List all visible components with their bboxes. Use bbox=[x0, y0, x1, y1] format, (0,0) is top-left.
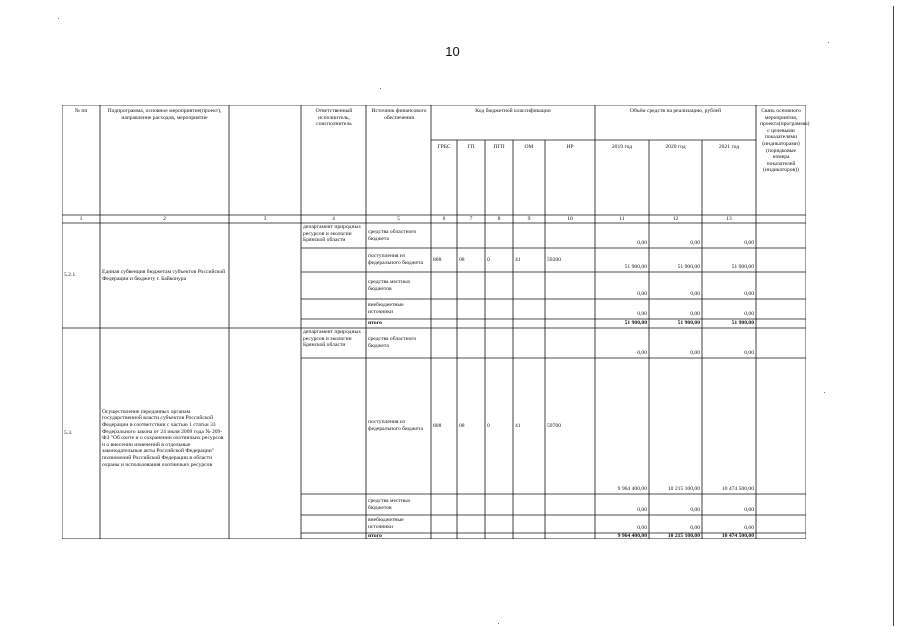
code-gp: 08 bbox=[459, 422, 465, 429]
header-budget-code: Код бюджетной классификации bbox=[475, 108, 551, 114]
page-number: 10 bbox=[445, 44, 460, 59]
header-index-12: 13 bbox=[726, 215, 732, 222]
amount-cell: 0,00 bbox=[637, 291, 647, 298]
source-label: средства областного бюджета bbox=[368, 336, 417, 349]
total-amount: 9 964 400,00 bbox=[617, 532, 647, 539]
header-source: Источник финансового обеспечения bbox=[371, 108, 427, 121]
budget-table bbox=[62, 105, 810, 539]
code-om: 41 bbox=[515, 422, 521, 429]
amount-cell: 0,00 bbox=[690, 240, 700, 247]
row-name: Единая субвенция бюджетам субъектов Российской Федерации и бюджету г. Байконура bbox=[102, 268, 226, 282]
total-label: итого bbox=[368, 320, 382, 327]
code-nr: 59200 bbox=[547, 256, 561, 263]
amount-cell: 0,00 bbox=[690, 525, 700, 532]
header-index-0: 1 bbox=[79, 215, 83, 222]
code-pgp: 0 bbox=[487, 256, 490, 263]
amount-cell: 0,00 bbox=[744, 311, 754, 318]
header-responsible: Ответственный исполнитель, соисполнитель bbox=[315, 108, 353, 128]
amount-cell: 0,00 bbox=[637, 240, 647, 247]
code-pgp: 0 bbox=[487, 422, 490, 429]
source-label: средства местных бюджетов bbox=[368, 278, 411, 292]
scan-speck bbox=[58, 18, 59, 19]
source-label: средства местных бюджетов bbox=[368, 497, 411, 511]
amount-cell: 0,00 bbox=[690, 291, 700, 298]
row-name: Осуществление переданных органам государственной власти субъектов Российской Федерации в соответствии с частью 1 статьи 33 Федерального закона от 24 июля 2009 года № 209-ФЗ "Об охоте и о сохранении охотничьих ресурсов и о внесении изменений в отдельные законодательные акты Российской Федерации" полномочий Российской Федерации в области охраны и использования охотничьих ресурсов bbox=[102, 408, 224, 468]
header-code-4: НР bbox=[566, 144, 574, 150]
header-index-9: 10 bbox=[567, 215, 573, 222]
amount-cell: 10 474 500,00 bbox=[721, 486, 754, 493]
row-num: 5.3. bbox=[64, 430, 73, 437]
row-responsible: департамент природных ресурсов и экологии Брянской области bbox=[303, 224, 361, 244]
header-index-3: 4 bbox=[332, 215, 335, 222]
total-label: итого bbox=[368, 532, 382, 539]
amount-cell: 0,00 bbox=[690, 350, 700, 357]
header-volume: Объём средств на реализацию, рублей bbox=[629, 108, 722, 114]
header-index-4: 5 bbox=[397, 215, 400, 222]
code-nr: 59700 bbox=[547, 422, 561, 429]
header-year-0: 2019 год bbox=[611, 144, 633, 150]
scan-speck bbox=[380, 88, 381, 89]
header-index-2: 3 bbox=[263, 215, 267, 222]
code-gp: 08 bbox=[459, 256, 465, 263]
header-code-3: ОМ bbox=[524, 144, 534, 150]
header-index-6: 7 bbox=[469, 215, 473, 222]
scan-speck bbox=[498, 623, 499, 624]
total-amount: 51 900,00 bbox=[677, 320, 700, 327]
amount-cell: 0,00 bbox=[690, 311, 700, 318]
total-amount: 51 900,00 bbox=[731, 320, 754, 327]
source-label: внебюджетные источники bbox=[368, 517, 404, 530]
amount-cell: 0,00 bbox=[744, 350, 754, 357]
amount-cell: 0,00 bbox=[744, 525, 754, 532]
amount-cell: 0,00 bbox=[637, 311, 647, 318]
amount-cell: 51 900,00 bbox=[677, 264, 700, 271]
amount-cell: 0,00 bbox=[690, 507, 700, 514]
source-label: поступления из федерального бюджета bbox=[368, 419, 424, 432]
header-index-11: 12 bbox=[672, 215, 679, 222]
amount-cell: 51 900,00 bbox=[624, 264, 647, 271]
header-index-5: 6 bbox=[442, 215, 446, 222]
scan-edge bbox=[893, 6, 894, 626]
amount-cell: 0,00 bbox=[637, 525, 647, 532]
header-num: № пп bbox=[74, 108, 88, 114]
total-amount: 10 474 500,00 bbox=[721, 532, 754, 539]
amount-cell: 0,00 bbox=[637, 507, 647, 514]
code-grbs: 808 bbox=[433, 422, 442, 429]
header-year-2: 2021 год bbox=[718, 144, 740, 150]
header-indicator-link: Связь основного мероприятия, проекта(программы) с целевыми показателями (индикаторами) (порядковые номера показателей (индикаторов)) bbox=[760, 108, 810, 174]
source-label: поступления из федерального бюджета bbox=[368, 253, 424, 266]
total-amount: 10 215 100,00 bbox=[667, 532, 700, 539]
header-code-0: ГРБС bbox=[437, 144, 451, 150]
row-responsible: департамент природных ресурсов и экологии Брянской области bbox=[303, 329, 361, 349]
code-om: 41 bbox=[515, 256, 521, 263]
amount-cell: 0,00 bbox=[744, 240, 754, 247]
amount-cell: 0,00 bbox=[744, 507, 754, 514]
amount-cell: 9 964 400,00 bbox=[617, 486, 647, 493]
scan-speck bbox=[828, 42, 829, 43]
amount-cell: 0,00 bbox=[744, 291, 754, 298]
header-year-1: 2020 год bbox=[665, 144, 686, 150]
amount-cell: 10 215 100,00 bbox=[667, 486, 700, 493]
header-code-2: ПГП bbox=[493, 144, 505, 150]
header-index-7: 8 bbox=[497, 215, 501, 222]
header-index-10: 11 bbox=[619, 215, 625, 222]
header-code-1: ГП bbox=[467, 144, 475, 150]
header-subprogram: Подпрограмма, основное мероприятие(проект), направление расходов, мероприятие bbox=[107, 108, 222, 121]
source-label: средства областного бюджета bbox=[368, 228, 417, 242]
row-num: 5.2.1. bbox=[64, 272, 77, 279]
amount-cell: 51 900,00 bbox=[731, 264, 754, 271]
header-index-8: 9 bbox=[527, 215, 531, 222]
amount-cell: 0,00 bbox=[637, 350, 647, 357]
scan-speck bbox=[824, 392, 825, 393]
source-label: внебюджетные источники bbox=[368, 302, 404, 315]
total-amount: 51 900,00 bbox=[624, 320, 647, 327]
header-index-1: 2 bbox=[163, 215, 166, 222]
code-grbs: 808 bbox=[433, 256, 442, 263]
